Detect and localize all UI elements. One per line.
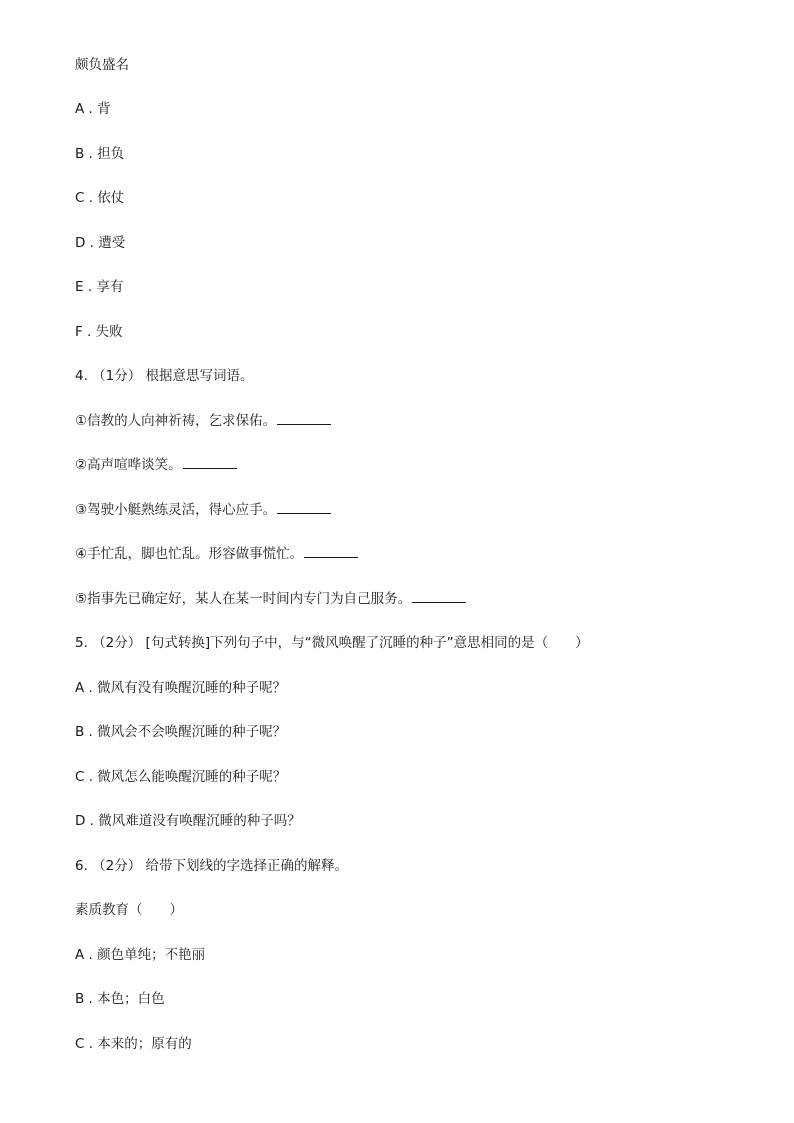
- answer-blank[interactable]: [304, 545, 358, 558]
- q6-option-c: C . 本来的；原有的: [75, 1036, 192, 1052]
- item-text: ③驾驶小艇熟练灵活，得心应手。: [75, 502, 277, 518]
- word-prompt: 颇负盛名: [75, 57, 129, 73]
- question-6-title: 6. （2分） 给带下划线的字选择正确的解释。: [75, 858, 349, 874]
- item-text: ①信教的人向神祈祷，乞求保佑。: [75, 413, 277, 429]
- q6-option-b: B . 本色；白色: [75, 991, 165, 1007]
- q6-word-prompt: 素质教育（ ）: [75, 902, 183, 918]
- question-4-item-3: [75, 501, 331, 519]
- answer-blank[interactable]: [277, 501, 331, 514]
- q5-option-c: C . 微风怎么能唤醒沉睡的种子呢？: [75, 769, 287, 785]
- q5-option-b: B . 微风会不会唤醒沉睡的种子呢？: [75, 724, 287, 740]
- answer-blank[interactable]: [412, 590, 466, 603]
- answer-blank[interactable]: [183, 456, 237, 469]
- q5-option-d: D . 微风难道没有唤醒沉睡的种子吗？: [75, 813, 301, 829]
- answer-blank[interactable]: [277, 412, 331, 425]
- q5-option-a: A . 微风有没有唤醒沉睡的种子呢？: [75, 680, 287, 696]
- item-text: ⑤指事先已确定好，某人在某一时间内专门为自己服务。: [75, 591, 412, 607]
- option-d: D . 遭受: [75, 235, 126, 251]
- option-a: A . 背: [75, 101, 111, 117]
- question-4-item-1: [75, 412, 331, 430]
- option-c: C . 依仗: [75, 190, 125, 206]
- question-5-title: 5. （2分） [句式转换]下列句子中，与“微风唤醒了沉睡的种子”意思相同的是（ ）: [75, 635, 589, 651]
- question-4-item-2: [75, 456, 237, 474]
- item-text: ②高声喧哗谈笑。: [75, 457, 182, 473]
- item-text: ④手忙乱，脚也忙乱。形容做事慌忙。: [75, 546, 304, 562]
- question-4-item-5: [75, 590, 466, 608]
- q6-option-a: A . 颜色单纯；不艳丽: [75, 947, 206, 963]
- option-e: E . 享有: [75, 279, 124, 295]
- question-4-item-4: [75, 545, 358, 563]
- question-4-title: 4. （1分） 根据意思写词语。: [75, 368, 254, 384]
- option-b: B . 担负: [75, 146, 125, 162]
- option-f: F . 失败: [75, 324, 123, 340]
